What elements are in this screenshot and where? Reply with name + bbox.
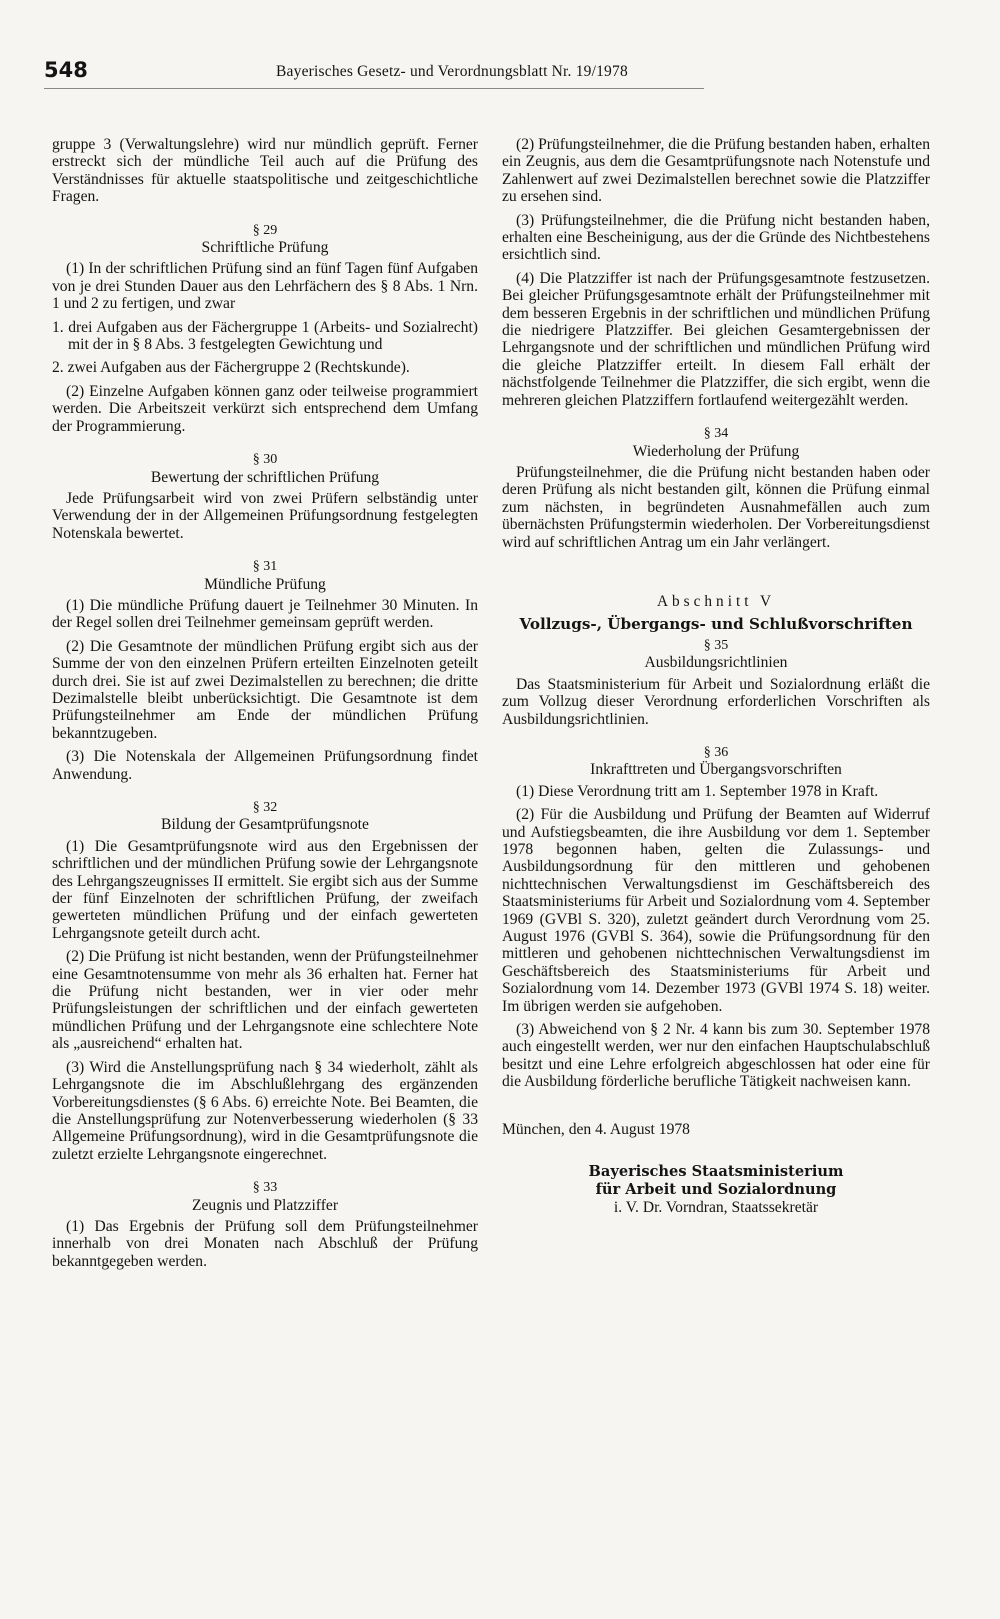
section-number: § 35 [703,637,729,653]
paragraph: (4) Die Platzziffer ist nach der Prüfungsgesamtnote festzusetzen. Bei gleicher Prüfungsgesamtnote erhält der Prüfungsteilnehmer mit dem besseren Ergebnis in der schriftlichen und mündlichen Prüfung die niedrigere Platzziffer. Bei gleichen Gesamtergebnissen der Lehrgangsnote und der schriftlichen und mündlichen Prüfung wird die gleiche Platzziffer erteilt. In diesem Fall erhält der nächstfolgende Teilnehmer die Platzziffer, die sich ergibt, wenn die mehreren gleichen Platzziffern fortlaufend weitergezählt werden. [502,269,930,409]
left-column [52,136,478,1276]
paragraph: (1) Die mündliche Prüfung dauert je Teilnehmer 30 Minuten. In der Regel sollen drei Teilnehmer gemeinsam geprüft werden. [52,596,478,632]
section-number: § 30 [252,452,278,468]
section-number: § 31 [252,559,278,575]
list-item: 2. zwei Aufgaben aus der Fächergruppe 2 (Rechtskunde). [52,359,410,377]
paragraph: (1) Das Ergebnis der Prüfung soll dem Prüfungsteilnehmer innerhalb von drei Monaten nach Abschluß der Prüfung bekanntgegeben werden. [52,1217,478,1270]
section-title: Bildung der Gesamtprüfungsnote [161,816,369,834]
section-36-heading [502,744,930,779]
section-title: Mündliche Prüfung [204,575,326,593]
page-header [44,58,704,88]
paragraph: Das Staatsministerium für Arbeit und Sozialordnung erläßt die zum Vollzug dieser Verordnung erforderlichen Vorschriften als Ausbildungsrichtlinien. [502,675,930,728]
signature-name: i. V. Dr. Vorndran, Staatssekretär [613,1198,819,1216]
section-number: § 29 [252,222,278,238]
signature-ministry-line2: für Arbeit und Sozialordnung [595,1180,837,1198]
section-30-heading [52,451,478,486]
intro-paragraph: gruppe 3 (Verwaltungslehre) wird nur mündlich geprüft. Ferner erstreckt sich der mündliche Teil auch auf die Prüfung des Verständnisses für aktuelle staatspolitische und zeitgeschichtliche Fragen. [52,136,478,206]
paragraph: Prüfungsteilnehmer, die die Prüfung nicht bestanden haben oder deren Prüfung als nicht bestanden gilt, können die Prüfung einmal zum nächsten, in begründeten Ausnahmefällen auch zum übernächsten Prüfungstermin wiederholen. Der Vorbereitungsdienst wird auf schriftlichen Antrag um ein Jahr verlängert. [502,463,930,551]
section-title: Wiederholung der Prüfung [632,442,800,460]
paragraph: (3) Wird die Anstellungsprüfung nach § 34 wiederholt, zählt als Lehrgangsnote die im Abschlußlehrgang des ergänzenden Vorbereitungsdienstes (§ 6 Abs. 6) erreichte Note. Bei Beamten, die die Anstellungsprüfung zur Notenverbesserung wiederholen (§ 33 Allgemeine Prüfungsordnung), wird in die Gesamtprüfungsnote die zuletzt erzielte Lehrgangsnote eingerechnet. [52,1058,478,1163]
section-title: Bewertung der schriftlichen Prüfung [150,468,380,486]
section-33-heading [52,1179,478,1214]
paragraph: (2) Einzelne Aufgaben können ganz oder teilweise programmiert werden. Die Arbeitszeit verkürzt sich entsprechend dem Umfang der Programmierung. [52,382,478,435]
section-title: Inkrafttreten und Übergangsvorschriften [590,761,842,779]
journal-title: Bayerisches Gesetz- und Verordnungsblatt Nr. 19/1978 [276,63,628,80]
section-number: § 34 [703,426,729,442]
paragraph: Jede Prüfungsarbeit wird von zwei Prüfern selbständig unter Verwendung der in der Allgemeinen Prüfungsordnung festgelegten Notenskala bewertet. [52,489,478,542]
paragraph: (1) In der schriftlichen Prüfung sind an fünf Tagen fünf Aufgaben von je drei Stunden Dauer aus den Lehrfächern des § 8 Abs. 1 Nrn. 1 und 2 zu fertigen, und zwar [52,260,478,313]
section-29-heading [52,222,478,257]
paragraph: (1) Diese Verordnung tritt am 1. September 1978 in Kraft. [516,782,879,800]
section-32-heading [52,799,478,834]
right-column [502,136,930,1217]
paragraph: (1) Die Gesamtprüfungsnote wird aus den Ergebnissen der schriftlichen und der mündlichen Prüfung sowie der Lehrgangsnote des Lehrgangszeugnisses II ermittelt. Sie ergibt sich aus der Summe der fünf Einzelnoten der schriftlichen Prüfung, der zweifach gewerteten mündlichen Prüfung und der einfach gewerteten Lehrgangsnote geteilt durch acht. [52,837,478,942]
section-35-heading [502,637,930,672]
paragraph: (3) Die Notenskala der Allgemeinen Prüfungsordnung findet Anwendung. [52,748,478,783]
paragraph: (3) Abweichend von § 2 Nr. 4 kann bis zum 30. September 1978 auch eingestellt werden, wer nur den einfachen Hauptschulabschluß besitzt und eine Lehre erfolgreich abgeschlossen hat oder eine für die Ausbildung förderliche berufliche Tätigkeit nachweisen kann. [502,1021,930,1091]
chapter-label: Abschnitt V [656,592,776,610]
section-31-heading [52,558,478,593]
section-number: § 36 [703,744,729,760]
paragraph: (2) Prüfungsteilnehmer, die die Prüfung bestanden haben, erhalten ein Zeugnis, aus dem die Gesamtprüfungsnote nach Notenstufe und Zahlenwert auf zwei Dezimalstellen berechnet sowie die Platzziffer zu ersehen sind. [502,136,930,206]
signature-ministry-line1: Bayerisches Staatsministerium [588,1162,844,1180]
date-line: München, den 4. August 1978 [502,1120,690,1138]
paragraph: (2) Für die Ausbildung und Prüfung der Beamten auf Widerruf und Aufstiegsbeamten, die ihre Ausbildung vor dem 1. September 1978 begonnen haben, gelten die Zulassungs- und Ausbildungsordnung für den mittleren und gehobenen nichttechnischen Verwaltungsdienst im Geschäftsbereich des Staatsministeriums für Arbeit und Sozialordnung vom 4. September 1969 (GVBl S. 320), zuletzt geändert durch Verordnung vom 25. August 1976 (GVBl S. 364), sowie die Prüfungsordnung für den mittleren und gehobenen nichttechnischen Verwaltungsdienst im Geschäftsbereich des Staatsministeriums für Arbeit und Sozialordnung vom 14. Dezember 1973 (GVBl 1974 S. 18) weiter. Im übrigen werden sie aufgehoben. [502,806,930,1015]
header-rule [44,88,704,89]
paragraph: (2) Die Prüfung ist nicht bestanden, wenn der Prüfungsteilnehmer eine Gesamtnotensumme von mehr als 36 erhalten hat. Ferner hat die Prüfung nicht bestanden, wer in vier oder mehr Prüfungsleistungen der schriftlichen und der einfach gewerteten mündlichen Prüfung und der Lehrgangsnote eine schlechtere Note als „ausreichend“ erhalten hat. [52,948,478,1053]
chapter-title: Vollzugs-, Übergangs- und Schlußvorschriften [519,614,913,633]
section-34-heading [502,425,930,460]
paragraph: (3) Prüfungsteilnehmer, die die Prüfung nicht bestanden haben, erhalten eine Bescheinigung, aus der die Gründe des Nichtbestehens ersichtlich sind. [502,211,930,264]
signature-block [502,1163,930,1217]
section-title: Schriftliche Prüfung [201,239,329,257]
section-title: Ausbildungsrichtlinien [644,654,788,672]
list-item: 1. drei Aufgaben aus der Fächergruppe 1 (Arbeits- und Sozialrecht) mit der in § 8 Abs. 3 festgelegten Gewichtung und [52,318,478,354]
page-number: 548 [44,58,88,82]
section-number: § 32 [252,800,278,815]
paragraph: (2) Die Gesamtnote der mündlichen Prüfung ergibt sich aus der Summe der von den einzelnen Prüfern erteilten Einzelnoten geteilt durch drei. Sie ist auf zwei Dezimalstellen zu berechnen; die dritte Dezimalstelle bleibt unberücksichtigt. Die Gesamtnote ist dem Prüfungsteilnehmer am Ende der mündlichen Prüfung bekanntzugeben. [52,637,478,742]
section-number: § 33 [252,1180,278,1196]
section-title: Zeugnis und Platzziffer [191,1196,339,1214]
